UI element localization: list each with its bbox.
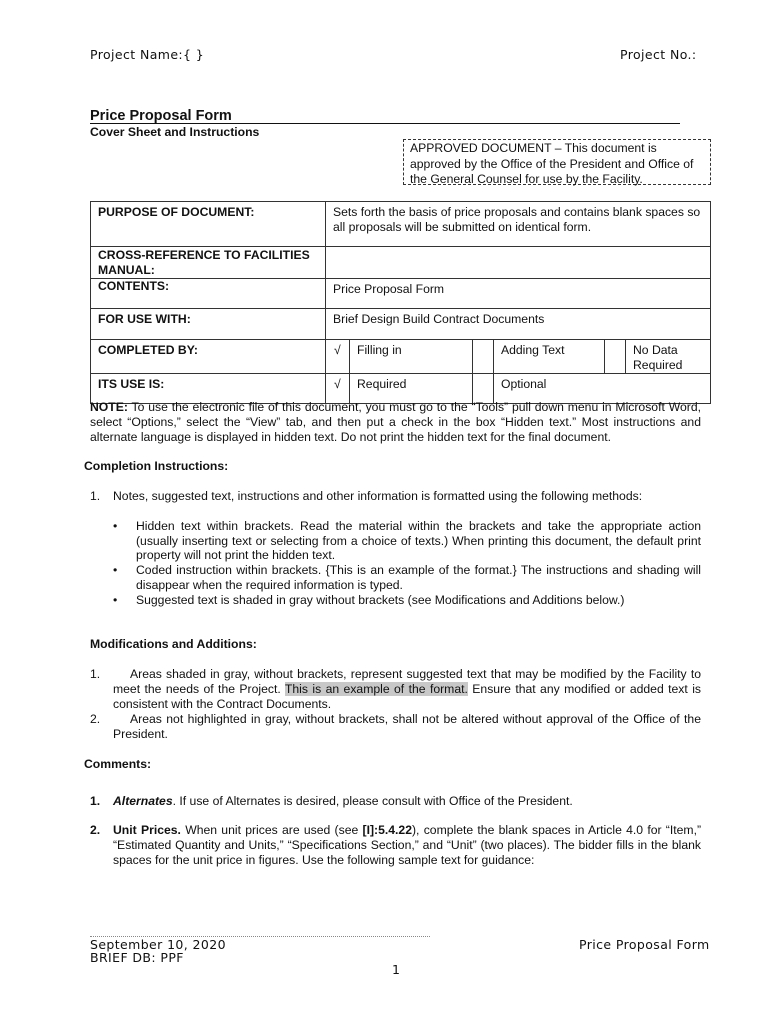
use-option-optional: Optional xyxy=(494,374,711,404)
project-number-field: Project No.: xyxy=(620,47,697,62)
comments-item-2 xyxy=(113,823,701,869)
list-number: 2. xyxy=(90,712,101,726)
unit-prices-text-end: ), complete the blank spaces in Article 4.0 for “Item,” “Estimated Quantity and Units,” “Specifications Section,” and “Unit” (two places). The bidder fills in the blank spaces for the unit price in figures. Use the following sample text for guidance: xyxy=(113,823,702,868)
note-paragraph xyxy=(90,400,701,446)
table-row xyxy=(91,340,711,374)
list-number: 1. xyxy=(90,794,101,808)
alternates-text: . If use of Alternates is desired, please consult with Office of the President. xyxy=(172,794,573,808)
list-item xyxy=(113,519,701,563)
document-info-table xyxy=(90,201,711,404)
checkbox-cell xyxy=(473,340,494,374)
table-row xyxy=(91,374,711,404)
completed-option-adding-text: Adding Text xyxy=(494,340,605,374)
page-subtitle: Cover Sheet and Instructions xyxy=(90,125,260,139)
crossref-value xyxy=(326,247,711,279)
bullet-text: Suggested text is shaded in gray without brackets (see Modifications and Additions below.) xyxy=(136,592,625,607)
list-item xyxy=(113,592,701,608)
completed-option-no-data: No Data Required xyxy=(626,340,711,374)
crossref-label: CROSS-REFERENCE TO FACILITIES MANUAL: xyxy=(91,247,326,279)
modifications-item-1-text-end: Ensure that any modified or added text is consistent with the Contract Documents. xyxy=(113,682,702,712)
for-use-with-value: Brief Design Build Contract Documents xyxy=(326,309,711,340)
footer-code: BRIEF DB: PPF xyxy=(90,950,184,965)
bullet-icon: • xyxy=(113,592,118,607)
table-row xyxy=(91,247,711,279)
note-text: To use the electronic file of this document, you must go to the “Tools” pull down menu in Microsoft Word, select “Options,” select the “View” tab, and then put a check in the box “Hidden text.” Most instructions and alternate language is displayed in hidden text. Do not print the hidden text for the final document. xyxy=(90,400,701,445)
list-number: 1. xyxy=(90,667,101,681)
completed-by-label: COMPLETED BY: xyxy=(91,340,326,374)
completion-heading: Completion Instructions: xyxy=(84,459,229,473)
footer-date: September 10, 2020 xyxy=(90,937,226,952)
for-use-with-label: FOR USE WITH: xyxy=(91,309,326,340)
contents-value: Price Proposal Form xyxy=(326,279,711,309)
highlighted-example-text: This is an example of the format. xyxy=(284,682,468,697)
list-number: 1. xyxy=(90,489,101,503)
its-use-is-label: ITS USE IS: xyxy=(91,374,326,404)
project-name-field: Project Name:{ } xyxy=(90,47,205,62)
page-title: Price Proposal Form xyxy=(90,108,232,124)
modifications-item-1-text: Areas shaded in gray, without brackets, represent suggested text that may be modified by the Facility to meet the needs of the Project. xyxy=(113,667,701,697)
unit-prices-reference: [I]:5.4.22 xyxy=(362,823,412,837)
bullet-text: Coded instruction within brackets. {This is an example of the format.} The instructions and shading will disappear when the required information is typed. xyxy=(136,563,701,592)
list-number: 2. xyxy=(90,823,101,837)
checkbox-cell xyxy=(605,340,626,374)
list-item xyxy=(113,563,701,592)
modifications-heading: Modifications and Additions: xyxy=(90,637,257,651)
note-label: NOTE: xyxy=(90,400,128,414)
comments-heading: Comments: xyxy=(84,757,152,771)
bullet-text: Hidden text within brackets. Read the material within the brackets and take the appropriate action (usually inserting text or selecting from a choice of texts.) When printing this document, the default print property will not print the hidden text. xyxy=(136,519,701,563)
table-row xyxy=(91,309,711,340)
completion-item-1: Notes, suggested text, instructions and other information is formatted using the following methods: xyxy=(113,489,643,503)
contents-label: CONTENTS: xyxy=(91,279,326,309)
completed-option-filling-in: Filling in xyxy=(350,340,473,374)
check-mark-icon: √ xyxy=(326,374,350,404)
approved-document-box xyxy=(403,139,711,185)
table-row xyxy=(91,279,711,309)
modifications-item-2: Areas not highlighted in gray, without brackets, shall not be altered without approval of the Office of the President. xyxy=(113,712,701,742)
checkbox-cell xyxy=(473,374,494,404)
title-underline xyxy=(90,123,680,124)
comments-item-1 xyxy=(113,794,703,808)
completion-bullets xyxy=(113,519,701,607)
check-mark-icon: √ xyxy=(326,340,350,374)
page-number: 1 xyxy=(392,962,401,977)
purpose-label: PURPOSE OF DOCUMENT: xyxy=(91,202,326,247)
purpose-value: Sets forth the basis of price proposals and contains blank spaces so all proposals will be submitted on identical form. xyxy=(326,202,711,247)
unit-prices-title: Unit Prices. xyxy=(113,823,181,837)
bullet-icon: • xyxy=(113,563,118,578)
approved-document-text: APPROVED DOCUMENT – This document is approved by the Office of the President and Office of the General Counsel for use by the Facility. xyxy=(410,141,694,186)
alternates-title: Alternates xyxy=(113,794,173,808)
unit-prices-text: When unit prices are used (see xyxy=(180,823,363,837)
bullet-icon: • xyxy=(113,519,118,533)
table-row xyxy=(91,202,711,247)
use-option-required: Required xyxy=(350,374,473,404)
modifications-item-1 xyxy=(113,667,701,713)
footer-doc-title: Price Proposal Form xyxy=(579,937,710,952)
